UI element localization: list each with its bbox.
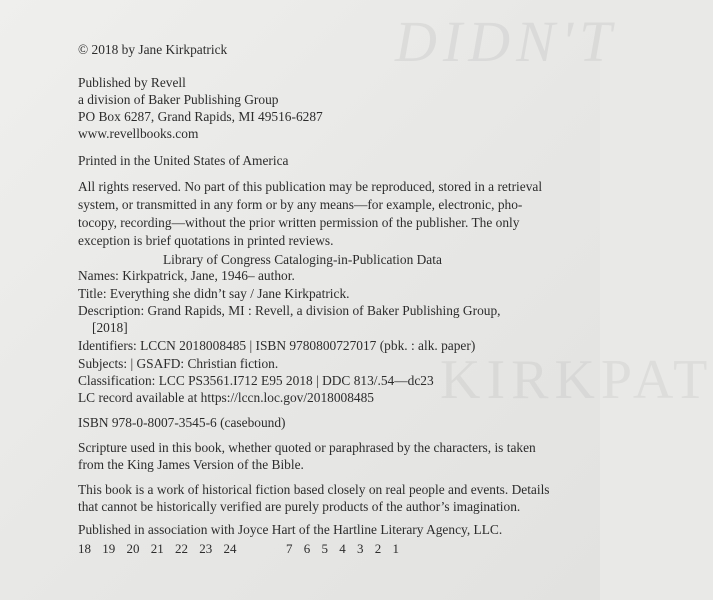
rights-line: tocopy, recording—without the prior written permission of the publisher. The only bbox=[78, 215, 520, 230]
rights-line: system, or transmitted in any form or by any means—for example, electronic, pho- bbox=[78, 197, 523, 212]
publisher-website: www.revellbooks.com bbox=[78, 126, 199, 141]
copyright-line: © 2018 by Jane Kirkpatrick bbox=[78, 42, 228, 57]
bleed-through-title: DIDN'T bbox=[395, 9, 618, 74]
printing-numbers: 7 6 5 4 3 2 1 bbox=[286, 541, 399, 556]
cip-title: Title: Everything she didn’t say / Jane Kirkpatrick. bbox=[78, 286, 350, 301]
cip-identifiers: Identifiers: LCCN 2018008485 | ISBN 9780800727017 (pbk. : alk. paper) bbox=[78, 338, 476, 353]
fiction-note-line: This book is a work of historical fiction based closely on real people and events. Details bbox=[78, 482, 550, 497]
cip-lc-record: LC record available at https://lccn.loc.gov/2018008485 bbox=[78, 390, 375, 405]
printed-in-line: Printed in the United States of America bbox=[78, 153, 289, 168]
cip-subjects: Subjects: | GSAFD: Christian fiction. bbox=[78, 356, 279, 371]
fiction-note-line: that cannot be historically verified are purely products of the author’s imagination. bbox=[78, 499, 521, 514]
publisher-division: a division of Baker Publishing Group bbox=[78, 92, 279, 107]
cip-description-cont: [2018] bbox=[92, 320, 128, 335]
bleed-through-author: KIRKPAT bbox=[440, 349, 713, 411]
publisher-name: Published by Revell bbox=[78, 75, 186, 90]
cip-names: Names: Kirkpatrick, Jane, 1946– author. bbox=[78, 268, 295, 283]
printing-years: 18 19 20 21 22 23 24 bbox=[78, 541, 237, 556]
cip-heading: Library of Congress Cataloging-in-Publication Data bbox=[163, 252, 442, 267]
scripture-line: Scripture used in this book, whether quoted or paraphrased by the characters, is taken bbox=[78, 440, 536, 455]
cip-classification: Classification: LCC PS3561.I712 E95 2018 | DDC 813/.54—dc23 bbox=[78, 373, 434, 388]
publisher-address: PO Box 6287, Grand Rapids, MI 49516-6287 bbox=[78, 109, 323, 124]
rights-line: exception is brief quotations in printed reviews. bbox=[78, 233, 334, 248]
isbn-casebound: ISBN 978-0-8007-3545-6 (casebound) bbox=[78, 415, 286, 430]
cip-description: Description: Grand Rapids, MI : Revell, a division of Baker Publishing Group, bbox=[78, 303, 501, 318]
rights-line: All rights reserved. No part of this publication may be reproduced, stored in a retrieval bbox=[78, 179, 543, 194]
scripture-line: from the King James Version of the Bible. bbox=[78, 457, 304, 472]
association-line: Published in association with Joyce Hart of the Hartline Literary Agency, LLC. bbox=[78, 522, 503, 537]
